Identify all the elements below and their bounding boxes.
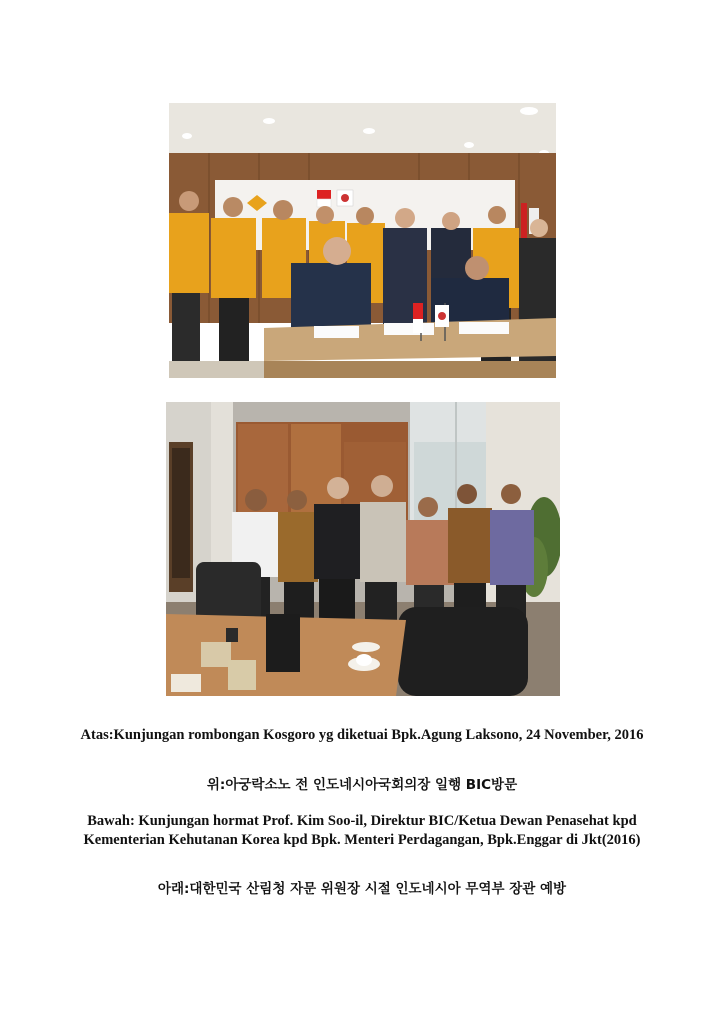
bottom-photo-caption-indonesian: Bawah: Kunjungan hormat Prof. Kim Soo-il, Direktur BIC/Ketua Dewan Penasehat kpd Kementerian Kehutanan Korea kpd Bpk. Menteri Perdagangan, Bpk.Enggar di Jkt(2016) [83,813,641,848]
courtesy-visit-photo [166,402,560,696]
top-photo-caption-indonesian: Atas:Kunjungan rombongan Kosgoro yg diketuai Bpk.Agung Laksono, 24 November, 2016 [80,727,644,743]
bottom-photo-caption-korean: 아래:대한민국 산림청 자문 위원장 시절 인도네시아 무역부 장관 예방 [157,881,567,897]
top-photo-caption-korean: 위:아궁락소노 전 인도네시아국회의장 일행 BIC방문 [206,777,518,793]
signing-ceremony-photo [169,103,556,378]
